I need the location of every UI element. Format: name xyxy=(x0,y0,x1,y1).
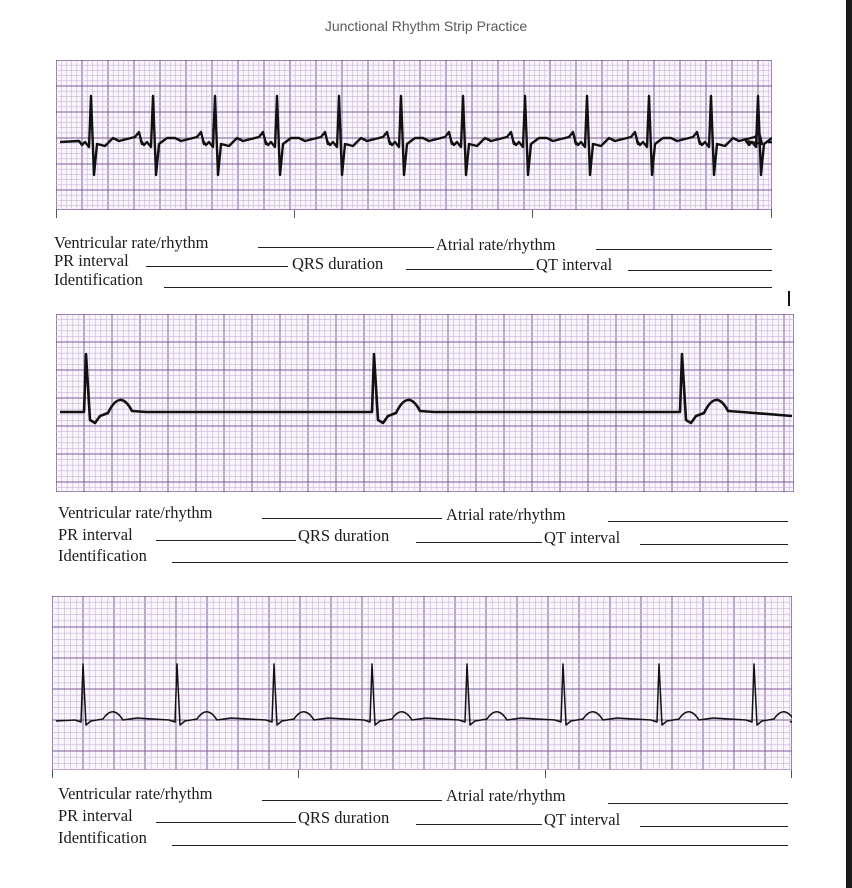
ventricular-rate-label: Ventricular rate/rhythm xyxy=(58,784,213,803)
identification-field[interactable] xyxy=(172,562,788,563)
atrial-rate-field[interactable] xyxy=(608,521,788,522)
qrs-duration-field[interactable] xyxy=(416,542,542,543)
identification-field[interactable] xyxy=(172,845,788,846)
ecg-strip-3 xyxy=(52,596,792,770)
ecg-grid xyxy=(52,596,792,770)
qrs-duration-field[interactable] xyxy=(416,824,542,825)
ecg-grid xyxy=(56,314,794,492)
ventricular-rate-field[interactable] xyxy=(262,518,442,519)
ventricular-rate-label: Ventricular rate/rhythm xyxy=(58,503,213,522)
ecg-strip-2 xyxy=(56,314,794,492)
timing-tick xyxy=(771,210,772,218)
pr-interval-field[interactable] xyxy=(156,540,296,541)
pr-interval-field[interactable] xyxy=(146,266,288,267)
timing-tick xyxy=(791,770,792,778)
timing-tick xyxy=(294,210,295,218)
timing-tick xyxy=(56,210,57,218)
ecg-strip-1 xyxy=(56,60,772,210)
qt-interval-label: QT interval xyxy=(536,255,613,274)
qt-interval-label: QT interval xyxy=(544,528,621,547)
timing-tick xyxy=(545,770,546,778)
qrs-duration-label: QRS duration xyxy=(292,254,384,273)
page-edge xyxy=(846,0,852,888)
qrs-duration-field[interactable] xyxy=(406,269,534,270)
text-cursor xyxy=(788,291,790,306)
page-title: Junctional Rhythm Strip Practice xyxy=(324,18,528,34)
ecg-strip-3-graphic xyxy=(52,596,792,770)
atrial-rate-label: Atrial rate/rhythm xyxy=(436,235,556,254)
qrs-duration-label: QRS duration xyxy=(298,526,390,545)
atrial-rate-field[interactable] xyxy=(608,803,788,804)
atrial-rate-field[interactable] xyxy=(596,249,772,250)
ventricular-rate-label: Ventricular rate/rhythm xyxy=(54,233,209,252)
ecg-strip-1-graphic xyxy=(56,60,772,210)
qt-interval-field[interactable] xyxy=(640,826,788,827)
identification-field[interactable] xyxy=(164,287,772,288)
qt-interval-field[interactable] xyxy=(628,270,772,271)
timing-tick xyxy=(532,210,533,218)
qt-interval-field[interactable] xyxy=(640,544,788,545)
ecg-strip-2-graphic xyxy=(56,314,794,492)
pr-interval-label: PR interval xyxy=(58,525,133,544)
pr-interval-label: PR interval xyxy=(58,806,133,825)
atrial-rate-label: Atrial rate/rhythm xyxy=(446,786,566,805)
identification-label: Identification xyxy=(58,828,147,847)
pr-interval-label: PR interval xyxy=(54,251,129,270)
atrial-rate-label: Atrial rate/rhythm xyxy=(446,505,566,524)
timing-tick xyxy=(52,770,53,778)
qrs-duration-label: QRS duration xyxy=(298,808,390,827)
pr-interval-field[interactable] xyxy=(156,822,296,823)
identification-label: Identification xyxy=(58,546,147,565)
ecg-grid xyxy=(56,60,772,210)
ventricular-rate-field[interactable] xyxy=(262,800,442,801)
qt-interval-label: QT interval xyxy=(544,810,621,829)
identification-label: Identification xyxy=(54,270,143,289)
timing-tick xyxy=(298,770,299,778)
ventricular-rate-field[interactable] xyxy=(258,247,434,248)
